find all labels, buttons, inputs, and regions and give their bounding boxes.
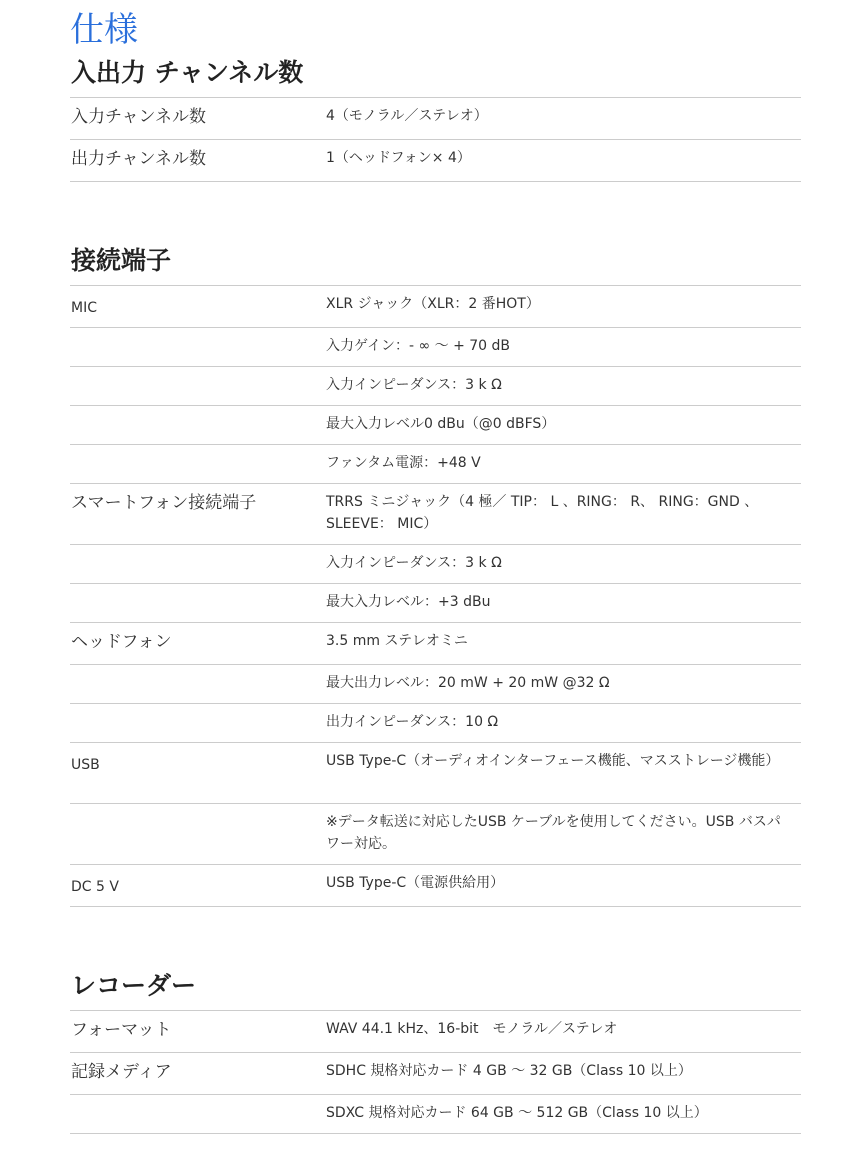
row-value: 出力インピーダンス：10 Ω bbox=[326, 714, 499, 730]
table-row bbox=[70, 1095, 801, 1134]
row-value: WAV 44.1 kHz、16-bit モノラル／ステレオ bbox=[326, 1021, 618, 1037]
table-row bbox=[70, 328, 801, 367]
row-label: DC 5 V bbox=[71, 879, 119, 895]
page-title: 仕様 bbox=[70, 10, 138, 50]
table-row bbox=[70, 623, 801, 665]
row-value: 入力インピーダンス：3 k Ω bbox=[326, 555, 502, 571]
table-row bbox=[70, 545, 801, 584]
table-row bbox=[70, 406, 801, 445]
row-value: 4（モノラル／ステレオ） bbox=[326, 108, 488, 124]
table-row bbox=[70, 445, 801, 484]
table-row bbox=[70, 804, 801, 865]
table-row bbox=[70, 484, 801, 545]
row-label: フォーマット bbox=[71, 1020, 172, 1040]
row-label: 出力チャンネル数 bbox=[71, 149, 206, 169]
section-title-io-channels: 入出力 チャンネル数 bbox=[71, 58, 304, 87]
row-value: ※データ転送に対応したUSB ケーブルを使用してください。USB バスパワー対応。 bbox=[326, 814, 781, 852]
table-row bbox=[70, 98, 801, 140]
row-label: スマートフォン接続端子 bbox=[71, 493, 257, 513]
row-value: 1（ヘッドフォン× 4） bbox=[326, 150, 471, 166]
row-value: 入力ゲイン：- ∞ 〜 + 70 dB bbox=[326, 338, 511, 354]
row-value: SDXC 規格対応カード 64 GB 〜 512 GB（Class 10 以上） bbox=[326, 1105, 708, 1121]
row-value: 最大出力レベル：20 mW + 20 mW @32 Ω bbox=[326, 675, 610, 691]
row-label: USB bbox=[71, 757, 100, 773]
spec-table-io-channels bbox=[70, 97, 801, 182]
spec-table-recorder bbox=[70, 1010, 801, 1134]
row-value: USB Type-C（電源供給用） bbox=[326, 875, 505, 891]
section-title-connectors: 接続端子 bbox=[71, 246, 172, 275]
row-value: ファンタム電源：+48 V bbox=[326, 455, 481, 471]
table-row bbox=[70, 1011, 801, 1053]
row-label: 入力チャンネル数 bbox=[71, 107, 206, 127]
table-row bbox=[70, 286, 801, 328]
row-value: XLR ジャック（XLR：2 番HOT） bbox=[326, 296, 540, 312]
table-row bbox=[70, 865, 801, 907]
table-row bbox=[70, 140, 801, 182]
row-label: 記録メディア bbox=[71, 1062, 172, 1082]
row-value: 3.5 mm ステレオミニ bbox=[326, 633, 468, 649]
row-label: ヘッドフォン bbox=[71, 632, 172, 652]
table-row bbox=[70, 367, 801, 406]
table-row bbox=[70, 1053, 801, 1095]
table-row bbox=[70, 743, 801, 804]
spec-table-connectors bbox=[70, 285, 801, 907]
row-value: TRRS ミニジャック（4 極／ TIP： L 、RING： R、 RING：GND 、SLEEVE： MIC） bbox=[326, 494, 759, 532]
row-value: 最大入力レベル0 dBu（@0 dBFS） bbox=[326, 416, 556, 432]
row-value: 入力インピーダンス：3 k Ω bbox=[326, 377, 502, 393]
row-value: 最大入力レベル：+3 dBu bbox=[326, 594, 491, 610]
row-label: MIC bbox=[71, 300, 97, 316]
row-value: USB Type-C（オーディオインターフェース機能、マスストレージ機能） bbox=[326, 753, 780, 769]
table-row bbox=[70, 584, 801, 623]
section-title-recorder: レコーダー bbox=[71, 971, 197, 1000]
row-value: SDHC 規格対応カード 4 GB 〜 32 GB（Class 10 以上） bbox=[326, 1063, 692, 1079]
table-row bbox=[70, 665, 801, 704]
table-row bbox=[70, 704, 801, 743]
